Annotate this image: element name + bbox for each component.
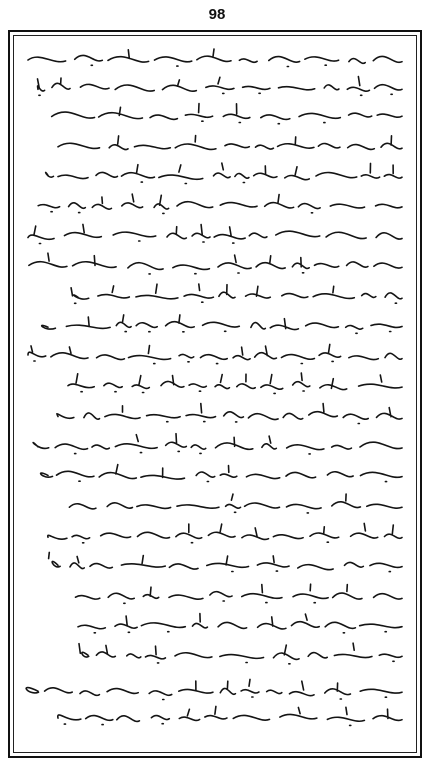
handwriting-strokes xyxy=(22,518,406,546)
handwritten-line xyxy=(22,338,406,366)
handwritten-line xyxy=(22,458,406,486)
handwritten-line xyxy=(22,248,406,276)
handwritten-line xyxy=(22,638,406,666)
handwriting-strokes xyxy=(22,278,406,306)
handwriting-strokes xyxy=(22,70,406,98)
handwritten-line xyxy=(22,218,406,246)
handwritten-line xyxy=(22,98,406,126)
handwritten-line xyxy=(22,42,406,70)
handwritten-line xyxy=(22,158,406,186)
handwriting-strokes xyxy=(22,608,406,636)
handwritten-line xyxy=(22,428,406,456)
handwritten-line xyxy=(22,488,406,516)
handwriting-strokes xyxy=(22,428,406,456)
handwriting-strokes xyxy=(22,578,406,606)
handwriting-strokes xyxy=(22,128,406,156)
handwriting-strokes xyxy=(22,700,406,728)
handwriting-strokes xyxy=(22,398,406,426)
handwriting-strokes xyxy=(22,368,406,396)
handwritten-line xyxy=(22,308,406,336)
handwriting-strokes xyxy=(22,158,406,186)
handwritten-line xyxy=(22,578,406,606)
handwritten-line xyxy=(22,368,406,396)
handwriting-strokes xyxy=(22,42,406,70)
handwritten-line xyxy=(22,70,406,98)
handwriting-strokes xyxy=(22,218,406,246)
handwritten-line xyxy=(22,674,406,702)
handwriting-strokes xyxy=(22,248,406,276)
handwritten-line xyxy=(22,548,406,576)
handwriting-strokes xyxy=(22,98,406,126)
handwriting-strokes xyxy=(22,458,406,486)
handwriting-strokes xyxy=(22,488,406,516)
handwriting-strokes xyxy=(22,188,406,216)
handwriting-strokes xyxy=(22,548,406,576)
handwritten-line xyxy=(22,518,406,546)
handwriting-strokes xyxy=(22,308,406,336)
page-number: 98 xyxy=(208,6,226,23)
handwritten-line xyxy=(22,398,406,426)
handwritten-line xyxy=(22,278,406,306)
handwriting-strokes xyxy=(22,674,406,702)
handwritten-line xyxy=(22,608,406,636)
handwritten-line xyxy=(22,128,406,156)
handwriting-strokes xyxy=(22,338,406,366)
handwritten-line xyxy=(22,188,406,216)
handwritten-line xyxy=(22,700,406,728)
handwriting-strokes xyxy=(22,638,406,666)
